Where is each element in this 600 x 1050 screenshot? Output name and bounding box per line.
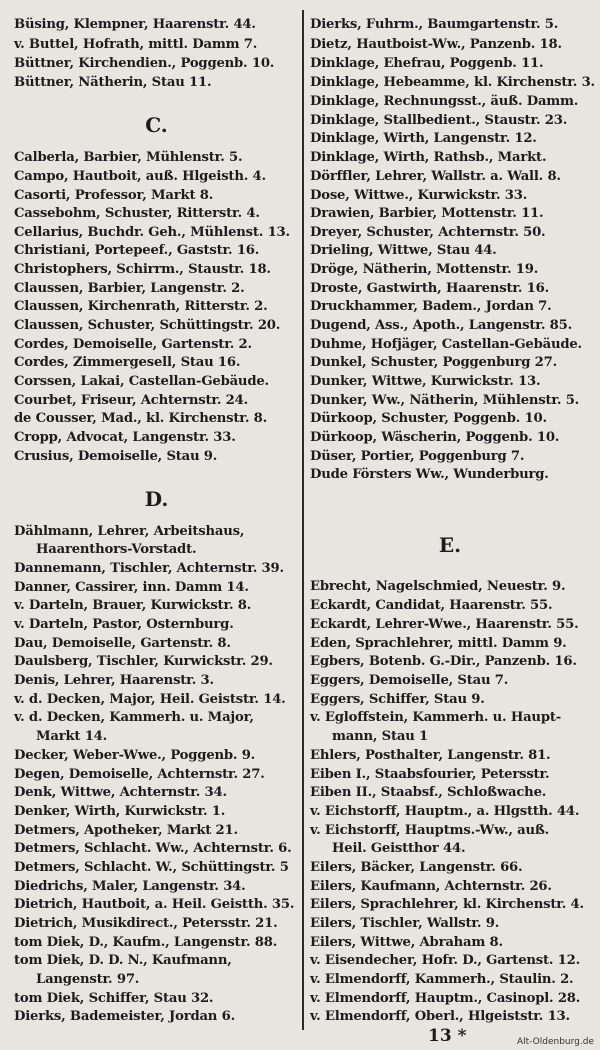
entry: Dietz, Hautboist-Ww., Panzenb. 18. bbox=[310, 37, 562, 52]
entry: Christiani, Portepeef., Gaststr. 16. bbox=[14, 243, 260, 258]
entry: Düser, Portier, Poggenburg 7. bbox=[310, 449, 525, 464]
entry: Daulsberg, Tischler, Kurwickstr. 29. bbox=[14, 654, 273, 669]
entry: Dinklage, Ehefrau, Poggenb. 11. bbox=[310, 56, 544, 71]
entry: Detmers, Schlacht. W., Schüttingstr. 5 bbox=[14, 860, 289, 875]
entry: Dau, Demoiselle, Gartenstr. 8. bbox=[14, 636, 231, 651]
entry-continuation: Markt 14. bbox=[36, 729, 108, 744]
section-heading-e: E. bbox=[438, 533, 462, 557]
entry: Eilers, Bäcker, Langenstr. 66. bbox=[310, 860, 523, 875]
entry: Cordes, Demoiselle, Gartenstr. 2. bbox=[14, 337, 252, 352]
entry: Eilers, Kaufmann, Achternstr. 26. bbox=[310, 879, 552, 894]
entry: Christophers, Schirrm., Staustr. 18. bbox=[14, 262, 271, 277]
entry: Crusius, Demoiselle, Stau 9. bbox=[14, 449, 218, 464]
entry: Ebrecht, Nagelschmied, Neuestr. 9. bbox=[310, 579, 566, 594]
entry: Dörffler, Lehrer, Wallstr. a. Wall. 8. bbox=[310, 169, 561, 184]
entry: Cassebohm, Schuster, Ritterstr. 4. bbox=[14, 206, 260, 221]
entry: Eilers, Tischler, Wallstr. 9. bbox=[310, 916, 500, 931]
entry: Diedrichs, Maler, Langenstr. 34. bbox=[14, 879, 246, 894]
entry: Dugend, Ass., Apoth., Langenstr. 85. bbox=[310, 318, 572, 333]
entry: Eilers, Sprachlehrer, kl. Kirchenstr. 4. bbox=[310, 897, 584, 912]
entry: Calberla, Barbier, Mühlenstr. 5. bbox=[14, 150, 243, 165]
entry: Claussen, Schuster, Schüttingstr. 20. bbox=[14, 318, 281, 333]
entry: Büttner, Kirchendien., Poggenb. 10. bbox=[14, 56, 275, 71]
entry: Dietrich, Hautboit, a. Heil. Geistth. 35. bbox=[14, 897, 295, 912]
entry: Dinklage, Wirth, Langenstr. 12. bbox=[310, 131, 537, 146]
entry: Denis, Lehrer, Haarenstr. 3. bbox=[14, 673, 214, 688]
entry: Dannemann, Tischler, Achternstr. 39. bbox=[14, 561, 284, 576]
entry: v. Eichstorff, Hauptms.-Ww., auß. bbox=[310, 823, 550, 838]
entry: Cellarius, Buchdr. Geh., Mühlenst. 13. bbox=[14, 225, 290, 240]
entry: Casorti, Professor, Markt 8. bbox=[14, 188, 214, 203]
entry: Eggers, Demoiselle, Stau 7. bbox=[310, 673, 509, 688]
entry-continuation: Langenstr. 97. bbox=[36, 972, 140, 987]
entry: Drieling, Wittwe, Stau 44. bbox=[310, 243, 497, 258]
entry-continuation: mann, Stau 1 bbox=[332, 729, 428, 744]
section-heading-c: C. bbox=[145, 113, 168, 137]
entry: Dinklage, Rechnungsst., äuß. Damm. bbox=[310, 94, 579, 109]
entry: Courbet, Friseur, Achternstr. 24. bbox=[14, 393, 249, 408]
entry: v. Darteln, Pastor, Osternburg. bbox=[14, 617, 234, 632]
entry: v. d. Decken, Major, Heil. Geiststr. 14. bbox=[14, 692, 286, 707]
entry: de Cousser, Mad., kl. Kirchenstr. 8. bbox=[14, 411, 267, 426]
entry: Eckardt, Candidat, Haarenstr. 55. bbox=[310, 598, 553, 613]
entry: Eckardt, Lehrer-Wwe., Haarenstr. 55. bbox=[310, 617, 579, 632]
entry: v. d. Decken, Kammerh. u. Major, bbox=[14, 710, 254, 725]
entry: v. Egloffstein, Kammerh. u. Haupt- bbox=[310, 710, 561, 725]
entry: Dreyer, Schuster, Achternstr. 50. bbox=[310, 225, 546, 240]
entry: tom Diek, D. D. N., Kaufmann, bbox=[14, 953, 232, 968]
column-divider bbox=[302, 10, 304, 1030]
page-number: 13 * bbox=[428, 1026, 467, 1046]
entry: v. Elmendorff, Oberl., Hlgeiststr. 13. bbox=[310, 1009, 570, 1024]
entry: Dunkel, Schuster, Poggenburg 27. bbox=[310, 355, 558, 370]
entry: Dose, Wittwe., Kurwickstr. 33. bbox=[310, 188, 528, 203]
entry: Decker, Weber-Wwe., Poggenb. 9. bbox=[14, 748, 256, 763]
entry: Büttner, Nätherin, Stau 11. bbox=[14, 75, 212, 90]
entry: v. Eichstorff, Hauptm., a. Hlgstth. 44. bbox=[310, 804, 580, 819]
entry-continuation: Haarenthors-Vorstadt. bbox=[36, 542, 197, 557]
entry: Egbers, Botenb. G.-Dir., Panzenb. 16. bbox=[310, 654, 577, 669]
entry: tom Diek, Schiffer, Stau 32. bbox=[14, 991, 214, 1006]
entry: Duhme, Hofjäger, Castellan-Gebäude. bbox=[310, 337, 582, 352]
entry: Dietrich, Musikdirect., Petersstr. 21. bbox=[14, 916, 278, 931]
entry: Claussen, Kirchenrath, Ritterstr. 2. bbox=[14, 299, 268, 314]
entry: Drawien, Barbier, Mottenstr. 11. bbox=[310, 206, 544, 221]
entry: Corssen, Lakai, Castellan-Gebäude. bbox=[14, 374, 269, 389]
section-heading-d: D. bbox=[144, 487, 169, 511]
entry: Eiben I., Staabsfourier, Petersstr. bbox=[310, 767, 550, 782]
entry: v. Darteln, Brauer, Kurwickstr. 8. bbox=[14, 598, 252, 613]
entry: v. Eisendecher, Hofr. D., Gartenst. 12. bbox=[310, 953, 581, 968]
entry: Dierks, Fuhrm., Baumgartenstr. 5. bbox=[310, 17, 559, 32]
watermark: Alt-Oldenburg.de bbox=[516, 1037, 594, 1047]
entry: Dunker, Wittwe, Kurwickstr. 13. bbox=[310, 374, 541, 389]
entry: Claussen, Barbier, Langenstr. 2. bbox=[14, 281, 245, 296]
entry: Eilers, Wittwe, Abraham 8. bbox=[310, 935, 503, 950]
entry: Eiben II., Staabsf., Schloßwache. bbox=[310, 785, 547, 800]
entry: Denker, Wirth, Kurwickstr. 1. bbox=[14, 804, 226, 819]
entry: Dürkoop, Schuster, Poggenb. 10. bbox=[310, 411, 547, 426]
entry: Dinklage, Hebeamme, kl. Kirchenstr. 3. bbox=[310, 75, 595, 90]
entry: Degen, Demoiselle, Achternstr. 27. bbox=[14, 767, 265, 782]
entry: Dunker, Ww., Nätherin, Mühlenstr. 5. bbox=[310, 393, 580, 408]
entry: Büsing, Klempner, Haarenstr. 44. bbox=[14, 17, 256, 32]
entry: tom Diek, D., Kaufm., Langenstr. 88. bbox=[14, 935, 278, 950]
entry: Dude Försters Ww., Wunderburg. bbox=[310, 467, 549, 482]
entry: Detmers, Apotheker, Markt 21. bbox=[14, 823, 238, 838]
entry: Ehlers, Posthalter, Langenstr. 81. bbox=[310, 748, 551, 763]
entry: Cordes, Zimmergesell, Stau 16. bbox=[14, 355, 241, 370]
entry: v. Buttel, Hofrath, mittl. Damm 7. bbox=[14, 37, 258, 52]
entry: Dürkoop, Wäscherin, Poggenb. 10. bbox=[310, 430, 560, 445]
entry: v. Elmendorff, Kammerh., Staulin. 2. bbox=[310, 972, 574, 987]
entry: Eden, Sprachlehrer, mittl. Damm 9. bbox=[310, 636, 567, 651]
entry: Droste, Gastwirth, Haarenstr. 16. bbox=[310, 281, 550, 296]
entry-continuation: Heil. Geistthor 44. bbox=[332, 841, 466, 856]
entry: Detmers, Schlacht. Ww., Achternstr. 6. bbox=[14, 841, 292, 856]
entry: Dierks, Bademeister, Jordan 6. bbox=[14, 1009, 235, 1024]
entry: Dählmann, Lehrer, Arbeitshaus, bbox=[14, 524, 245, 539]
entry: Druckhammer, Badem., Jordan 7. bbox=[310, 299, 552, 314]
entry: Denk, Wittwe, Achternstr. 34. bbox=[14, 785, 227, 800]
entry: Cropp, Advocat, Langenstr. 33. bbox=[14, 430, 236, 445]
entry: Campo, Hautboit, auß. Hlgeisth. 4. bbox=[14, 169, 266, 184]
entry: Dinklage, Wirth, Rathsb., Markt. bbox=[310, 150, 547, 165]
entry: v. Elmendorff, Hauptm., Casinopl. 28. bbox=[310, 991, 581, 1006]
entry: Dinklage, Stallbedient., Staustr. 23. bbox=[310, 113, 568, 128]
entry: Eggers, Schiffer, Stau 9. bbox=[310, 692, 485, 707]
entry: Danner, Cassirer, inn. Damm 14. bbox=[14, 580, 249, 595]
entry: Dröge, Nätherin, Mottenstr. 19. bbox=[310, 262, 539, 277]
